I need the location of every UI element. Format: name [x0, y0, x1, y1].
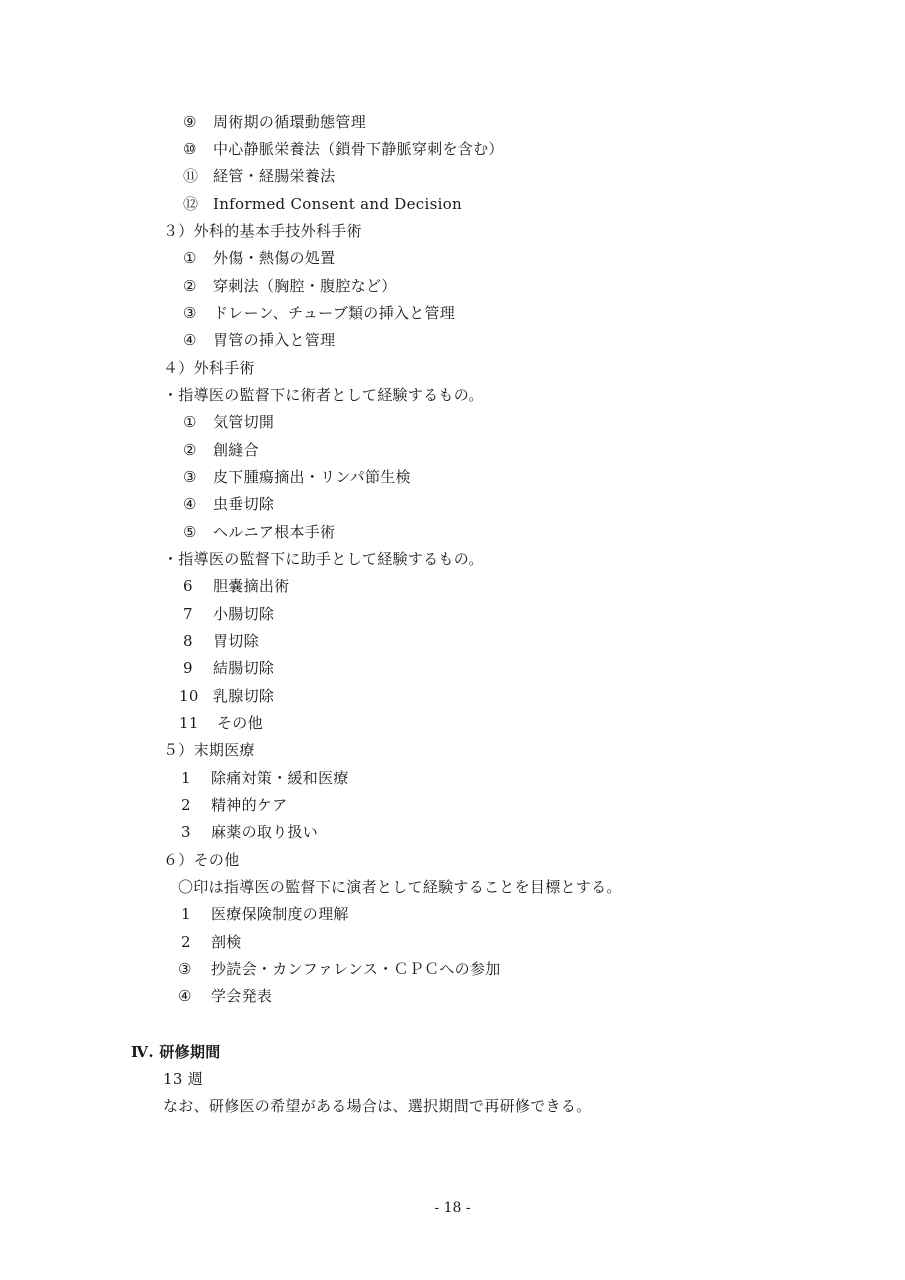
item-mark: ③: [183, 304, 197, 322]
item-mark: 1: [181, 769, 191, 787]
list-item: [183, 494, 274, 514]
list-item: [178, 986, 272, 1006]
list-item: [179, 713, 263, 733]
item-text: 剖検: [211, 933, 242, 951]
list-item: [181, 904, 349, 924]
group-lead: ・指導医の監督下に術者として経験するもの。: [163, 386, 484, 404]
list-item: [178, 959, 501, 979]
item-mark: ②: [183, 277, 197, 295]
list-item: [183, 330, 335, 350]
item-text: Informed Consent and Decision: [213, 195, 462, 213]
item-mark: ⑪: [183, 167, 199, 185]
subsection-heading: ５）末期医療: [163, 741, 255, 759]
item-mark: 3: [181, 823, 191, 841]
item-mark: 10: [179, 687, 199, 705]
item-mark: 9: [183, 659, 193, 677]
list-item: [183, 139, 504, 159]
list-item: [183, 440, 259, 460]
item-text: 気管切開: [213, 413, 275, 431]
item-mark: ②: [183, 441, 197, 459]
subsection-heading: ３）外科的基本手技外科手術: [163, 222, 362, 240]
item-mark: ①: [183, 249, 197, 267]
list-item: [183, 276, 397, 296]
item-mark: ④: [178, 987, 192, 1005]
item-mark: ⑨: [183, 113, 197, 131]
item-text: 除痛対策・緩和医療: [211, 769, 349, 787]
list-item: [183, 194, 462, 214]
item-mark: 2: [181, 796, 191, 814]
item-mark: 11: [179, 714, 199, 732]
section-heading: Ⅳ. 研修期間: [131, 1043, 221, 1061]
duration-text: 13 週: [163, 1070, 204, 1088]
item-text: 胆嚢摘出術: [213, 577, 290, 595]
list-item: [183, 412, 274, 432]
list-item: [183, 112, 366, 132]
item-mark: 1: [181, 905, 191, 923]
subsection-heading: ６）その他: [163, 851, 240, 869]
item-mark: 8: [183, 632, 193, 650]
item-mark: ①: [183, 413, 197, 431]
item-text: 学会発表: [211, 987, 273, 1005]
group-lead: ・指導医の監督下に助手として経験するもの。: [163, 550, 484, 568]
list-item: [183, 631, 259, 651]
item-text: 乳腺切除: [213, 687, 275, 705]
list-item: [181, 822, 318, 842]
item-text: その他: [217, 714, 263, 732]
list-item: [183, 467, 411, 487]
item-text: 結腸切除: [213, 659, 275, 677]
item-text: 麻薬の取り扱い: [211, 823, 319, 841]
item-mark: ⑤: [183, 523, 197, 541]
subsection-heading: ４）外科手術: [163, 359, 255, 377]
item-text: 虫垂切除: [213, 495, 275, 513]
item-text: 外傷・熱傷の処置: [213, 249, 336, 267]
item-text: 胃切除: [213, 632, 259, 650]
item-mark: ④: [183, 495, 197, 513]
item-text: 小腸切除: [213, 605, 275, 623]
item-mark: 7: [183, 605, 193, 623]
list-item: [183, 658, 274, 678]
page-number: - 18 -: [434, 1200, 471, 1216]
item-text: 周術期の循環動態管理: [213, 113, 367, 131]
list-item: [181, 795, 288, 815]
list-item: [181, 932, 242, 952]
item-text: 精神的ケア: [211, 796, 288, 814]
item-mark: ⑩: [183, 140, 197, 158]
note-text: 〇印は指導医の監督下に演者として経験することを目標とする。: [178, 878, 622, 896]
item-mark: ⑫: [183, 195, 199, 213]
item-text: 創縫合: [213, 441, 259, 459]
item-text: 穿刺法（胸腔・腹腔など）: [213, 277, 397, 295]
note-text: なお、研修医の希望がある場合は、選択期間で再研修できる。: [163, 1097, 592, 1115]
item-mark: 2: [181, 933, 191, 951]
item-text: 医療保険制度の理解: [211, 905, 349, 923]
item-mark: 6: [183, 577, 193, 595]
item-mark: ③: [178, 960, 192, 978]
item-mark: ④: [183, 331, 197, 349]
item-text: 胃管の挿入と管理: [213, 331, 336, 349]
list-item: [183, 522, 335, 542]
item-text: ヘルニア根本手術: [213, 523, 336, 541]
item-mark: ③: [183, 468, 197, 486]
list-item: [183, 166, 335, 186]
item-text: ドレーン、チューブ類の挿入と管理: [213, 304, 456, 322]
item-text: 中心静脈栄養法（鎖骨下静脈穿刺を含む）: [213, 140, 504, 158]
list-item: [183, 248, 335, 268]
item-text: 経管・経腸栄養法: [213, 167, 336, 185]
list-item: [179, 686, 274, 706]
item-text: 皮下腫瘍摘出・リンパ節生検: [213, 468, 411, 486]
list-item: [183, 604, 274, 624]
list-item: [183, 303, 455, 323]
list-item: [181, 768, 349, 788]
item-text: 抄読会・カンファレンス・ＣＰＣへの参加: [211, 960, 501, 978]
list-item: [183, 576, 290, 596]
